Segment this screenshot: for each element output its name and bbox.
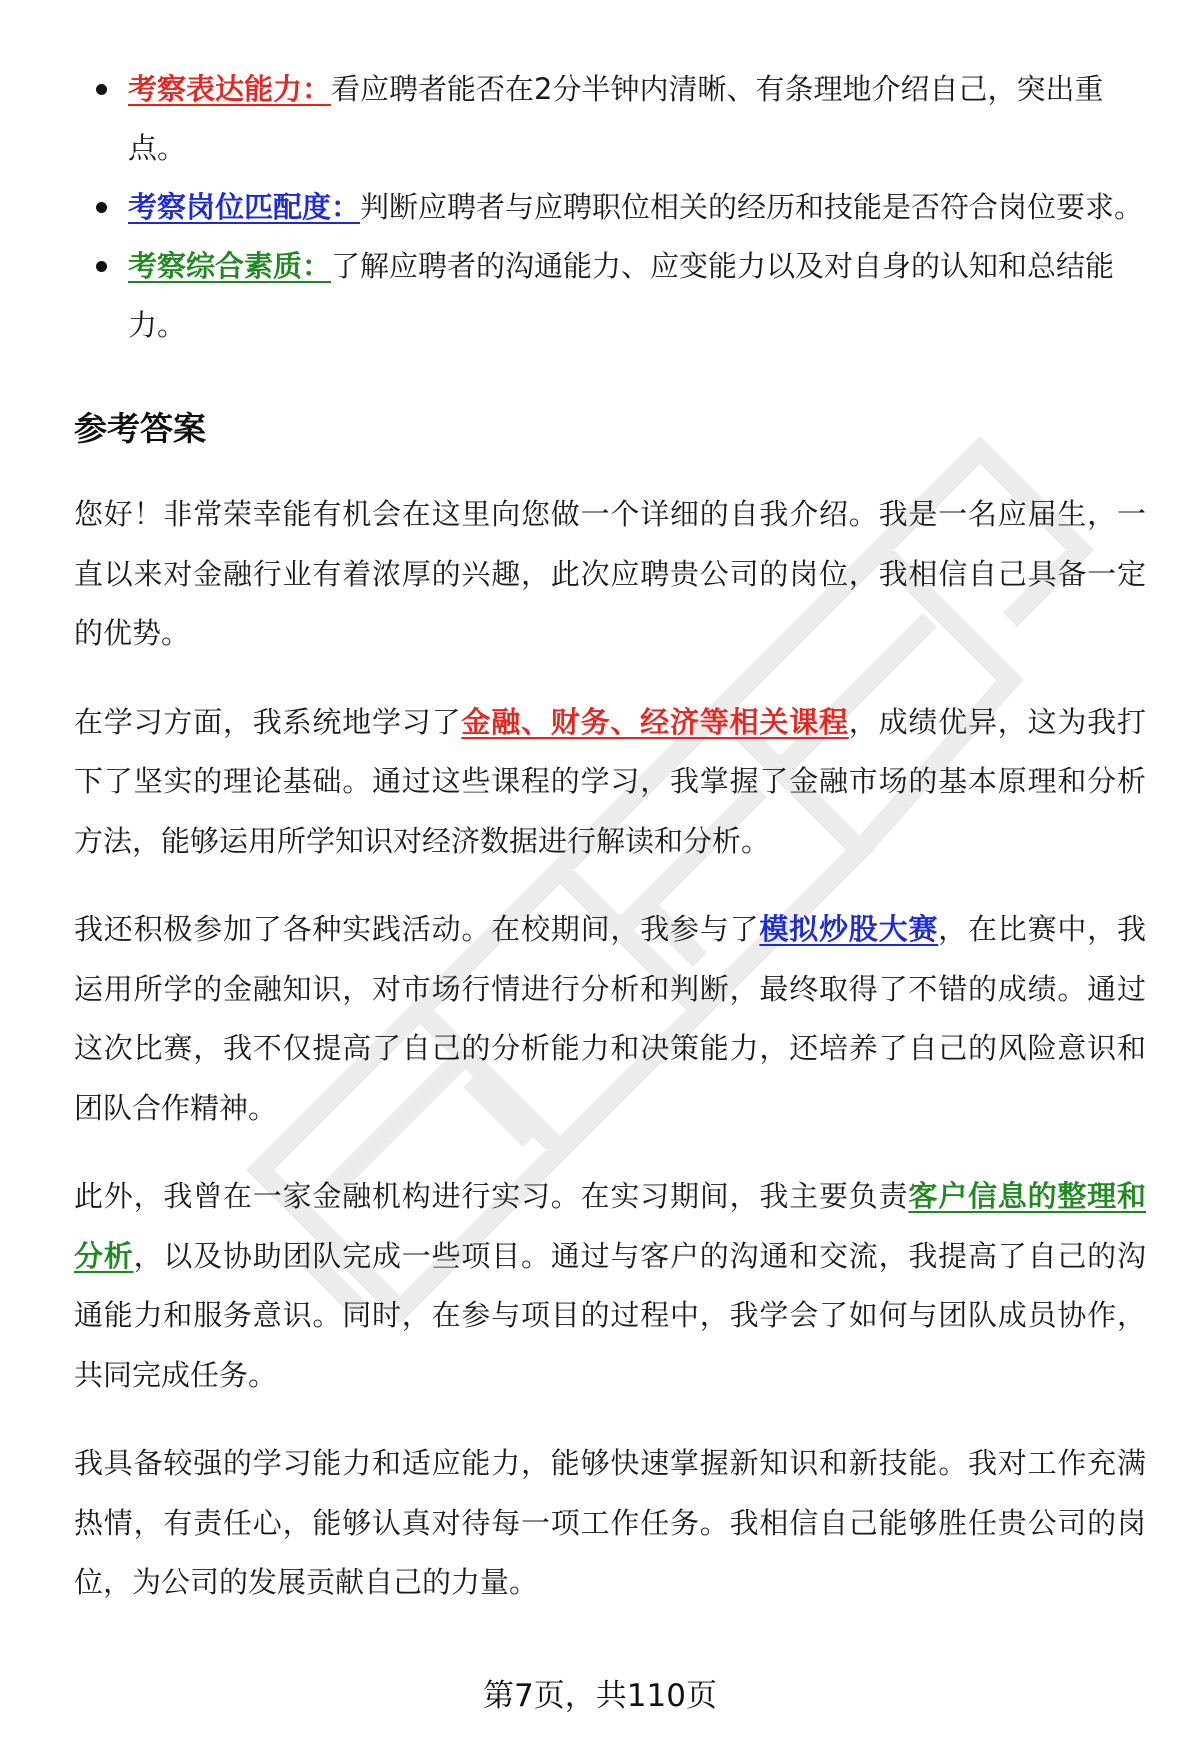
page-footer-number: 第7页，共110页 bbox=[483, 1678, 717, 1714]
paragraph-internship bbox=[74, 1167, 1146, 1405]
list-item bbox=[74, 60, 1146, 178]
list-item-text: 看应聘者能否在2分半钟内清晰、有条理地介绍自己，突出重点。 bbox=[128, 72, 1104, 165]
bullet-dot-icon bbox=[96, 84, 107, 95]
paragraph-closing: 我具备较强的学习能力和适应能力，能够快速掌握新知识和新技能。我对工作充满热情，有责任心，能够认真对待每一项工作任务。我相信自己能够胜任贵公司的岗位，为公司的发展贡献自己的力量。 bbox=[74, 1446, 1146, 1599]
paragraph-practice bbox=[74, 900, 1146, 1138]
bullet-dot-icon bbox=[96, 261, 107, 272]
keyword-overall-quality: 考察综合素质： bbox=[128, 249, 332, 283]
list-item bbox=[74, 237, 1146, 355]
keyword-expression-ability: 考察表达能力： bbox=[128, 72, 332, 106]
paragraph-study bbox=[74, 693, 1146, 872]
bullet-dot-icon bbox=[96, 202, 107, 213]
list-item bbox=[74, 178, 1146, 237]
paragraph-text: ，成绩优异，这为我打下了坚实的理论基础。通过这些课程的学习，我掌握了金融市场的基本原理和分析方法，能够运用所学知识对经济数据进行解读和分析。 bbox=[74, 704, 1146, 858]
paragraph-intro: 您好！非常荣幸能有机会在这里向您做一个详细的自我介绍。我是一名应届生，一直以来对金融行业有着浓厚的兴趣，此次应聘贵公司的岗位，我相信自己具备一定的优势。 bbox=[74, 497, 1146, 650]
keyword-job-match: 考察岗位匹配度： bbox=[128, 190, 361, 224]
highlight-client-info: 客户信息的整理和分析 bbox=[74, 1179, 1146, 1273]
list-item-text: 了解应聘者的沟通能力、应变能力以及对自身的认知和总结能力。 bbox=[128, 249, 1115, 342]
highlight-courses: 金融、财务、经济等相关课程 bbox=[461, 704, 849, 739]
paragraph-text: 在学习方面，我系统地学习了 bbox=[74, 704, 462, 739]
highlight-stock-contest: 模拟炒股大赛 bbox=[759, 912, 939, 946]
paragraph-text: ，以及协助团队完成一些项目。通过与客户的沟通和交流，我提高了自己的沟通能力和服务意识。同时，在参与项目的过程中，我学会了如何与团队成员协作，共同完成任务。 bbox=[74, 1238, 1146, 1392]
paragraph-text: 此外，我曾在一家金融机构进行实习。在实习期间，我主要负责 bbox=[74, 1179, 909, 1213]
evaluation-points-list bbox=[74, 60, 1146, 355]
paragraph-text: 我还积极参加了各种实践活动。在校期间，我参与了 bbox=[74, 912, 760, 946]
section-title-reference-answer: 参考答案 bbox=[74, 409, 206, 448]
document-body bbox=[74, 60, 1146, 1642]
list-item-text: 判断应聘者与应聘职位相关的经历和技能是否符合岗位要求。 bbox=[360, 190, 1144, 224]
paragraph-text: ，在比赛中，我运用所学的金融知识，对市场行情进行分析和判断，最终取得了不错的成绩。通过这次比赛，我不仅提高了自己的分析能力和决策能力，还培养了自己的风险意识和团队合作精神。 bbox=[74, 912, 1146, 1125]
